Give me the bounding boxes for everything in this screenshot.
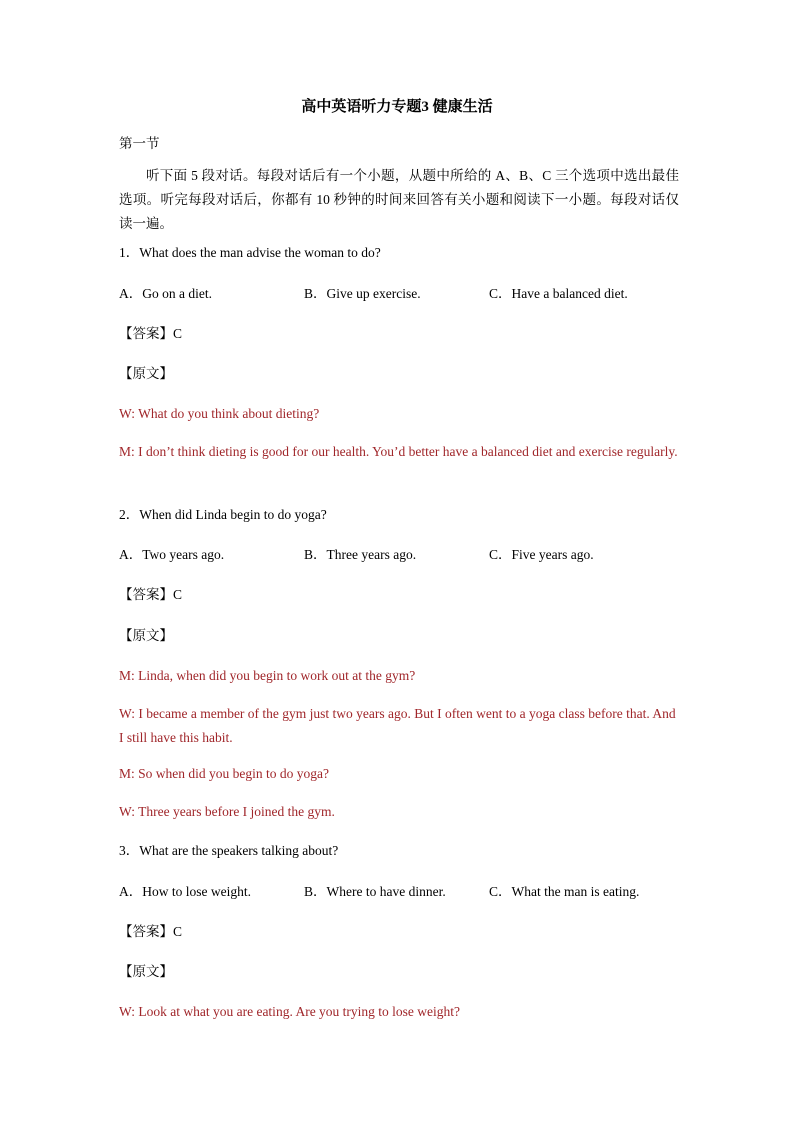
instructions-paragraph: 听下面 5 段对话。每段对话后有一个小题，从题中所给的 A、B、C 三个选项中选出最佳选项。听完每段对话后，你都有 10 秒钟的时间来回答有关小题和阅读下一小题。每段对话仅读一遍。 bbox=[119, 168, 679, 231]
question-1-option-b: B．Give up exercise. bbox=[304, 286, 421, 301]
question-2-option-b: B．Three years ago. bbox=[304, 547, 417, 562]
question-2-stem: 2．When did Linda begin to do yoga? bbox=[119, 507, 327, 522]
question-3-transcript-label: 【原文】 bbox=[119, 964, 173, 979]
question-1-stem: 1．What does the man advise the woman to do? bbox=[119, 245, 381, 260]
question-3-option-b: B．Where to have dinner. bbox=[304, 884, 446, 899]
question-2-option-a: A．Two years ago. bbox=[119, 547, 225, 562]
question-2-answer: 【答案】C bbox=[119, 587, 183, 602]
question-2-option-c: C．Five years ago. bbox=[489, 547, 594, 562]
question-3-stem: 3．What are the speakers talking about? bbox=[119, 843, 339, 858]
document-title: 高中英语听力专题3 健康生活 bbox=[301, 99, 493, 115]
question-1-answer: 【答案】C bbox=[119, 326, 183, 341]
question-2-transcript-label: 【原文】 bbox=[119, 628, 173, 643]
question-3-answer: 【答案】C bbox=[119, 924, 183, 939]
question-1-option-c: C．Have a balanced diet. bbox=[489, 286, 628, 301]
question-3-option-c: C．What the man is eating. bbox=[489, 884, 640, 899]
question-2-transcript-line: M: So when did you begin to do yoga? bbox=[119, 766, 329, 781]
question-2-transcript-line: W: I became a member of the gym just two years ago. But I often went to a yoga class before that. And I still have this habit. bbox=[119, 706, 676, 745]
section-heading: 第一节 bbox=[119, 136, 160, 151]
question-1-transcript-line: W: What do you think about dieting? bbox=[119, 406, 320, 421]
question-2-transcript-line: W: Three years before I joined the gym. bbox=[119, 804, 335, 819]
question-3-transcript-line: W: Look at what you are eating. Are you trying to lose weight? bbox=[119, 1004, 461, 1019]
question-1-transcript-line: M: I don’t think dieting is good for our health. You’d better have a balanced diet and exercise regularly. bbox=[119, 444, 678, 459]
question-1-transcript-label: 【原文】 bbox=[119, 366, 173, 381]
question-1-option-a: A．Go on a diet. bbox=[119, 286, 212, 301]
question-2-transcript-line: M: Linda, when did you begin to work out at the gym? bbox=[119, 668, 416, 683]
question-3-option-a: A．How to lose weight. bbox=[119, 884, 251, 899]
